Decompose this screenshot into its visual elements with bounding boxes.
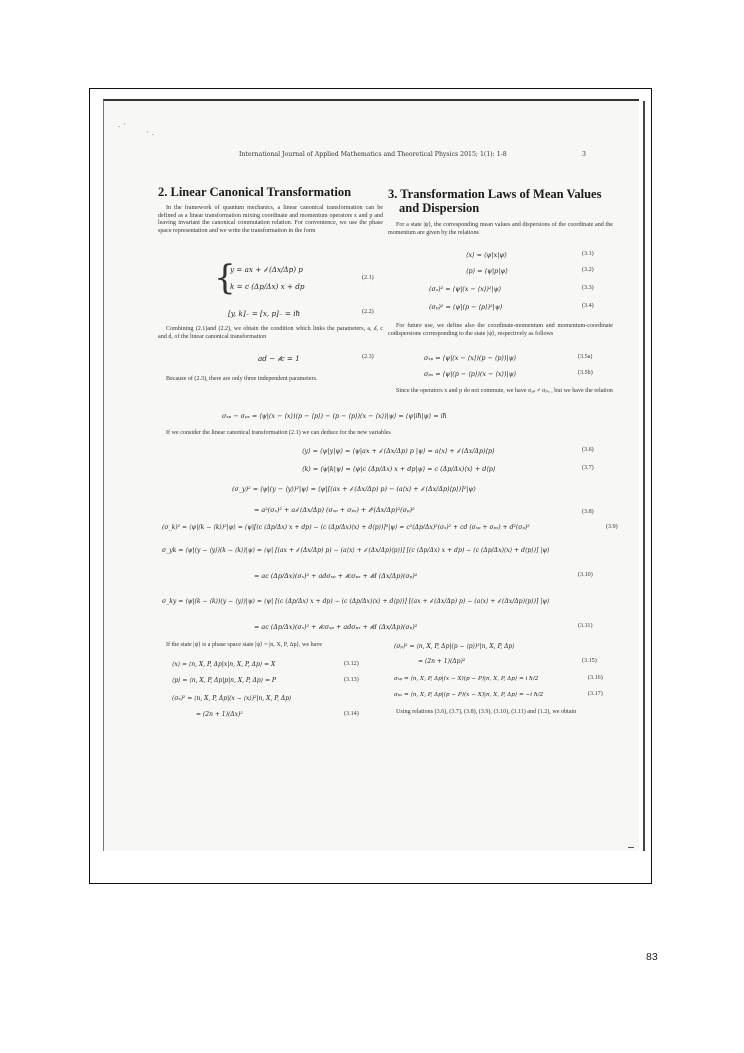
eq-3-4: (σₚ)² = ⟨ψ|(p − ⟨p⟩)²|ψ⟩ — [429, 303, 503, 311]
eq-2-1-number: (2.1) — [362, 275, 374, 281]
scan-corner-mark — [628, 847, 634, 848]
eq-2-1-line1: y = ax + 𝒷 (Δx/Δp) p — [230, 265, 303, 274]
header-page-number: 3 — [582, 151, 586, 158]
section-3-heading — [388, 187, 628, 215]
eq-2-2-number: (2.2) — [362, 309, 374, 315]
right-para-2: For future use, we define also the coordinate-momentum and momentum-coordinate codispersions corresponding to the state |ψ⟩, respectively as follows — [388, 323, 613, 337]
eq-3-15-line2: = (2n + 1)(Δp)² — [418, 658, 466, 665]
eq-3-9-number: (3.9) — [606, 524, 618, 530]
eq-3-1: ⟨x⟩ = ⟨ψ|x|ψ⟩ — [466, 251, 507, 259]
scan-speck: · ˊ — [118, 123, 126, 131]
eq-3-1-number: (3.1) — [582, 251, 594, 257]
right-para-1: For a state |ψ⟩, the corresponding mean values and dispersions of the coordinate and the momentum are given by the relations — [388, 222, 613, 236]
bottom-left-para: If the state |ψ⟩ is a phase space state |ψ⟩ = |n, X, P, Δp⟩, we have — [166, 642, 323, 648]
eq-commutator: σₓₚ − σₚₓ = ⟨ψ|(x − ⟨x⟩)(p − ⟨p⟩) − (p − ⟨p⟩)(x − ⟨x⟩)|ψ⟩ = ⟨ψ|iħ|ψ⟩ = iħ — [222, 412, 447, 420]
eq-3-2: ⟨p⟩ = ⟨ψ|p|ψ⟩ — [466, 267, 508, 275]
eq-3-11-line2: = ac (Δp/Δx)(σₓ)² + 𝒷cσₓₚ + adσₚₓ + 𝒷d (Δx/Δp)(σₚ)² — [254, 623, 418, 631]
eq-3-7: ⟨k⟩ = ⟨ψ|k|ψ⟩ = ⟨ψ|c (Δp/Δx) x + dp|ψ⟩ = c (Δp/Δx)⟨x⟩ + d⟨p⟩ — [302, 465, 496, 473]
bottom-right-para: Using relations (3.6), (3.7), (3.8), (3.9), (3.10), (3.11) and (1.2), we obtain — [396, 709, 577, 715]
eq-3-13: ⟨p⟩ = ⟨n, X, P, Δp|p|n, X, P, Δp⟩ = P — [172, 677, 276, 684]
eq-3-8-number: (3.8) — [582, 509, 594, 515]
eq-3-11-line1: σ_ky = ⟨ψ|(k − ⟨k⟩)(y − ⟨y⟩)|ψ⟩ = ⟨ψ| [(c (Δp/Δx) x + dp) − (c (Δp/Δx)⟨x⟩ + d⟨p⟩)] [(ax + 𝒷 (Δx/Δp) p) − (a⟨x⟩ + 𝒷 (Δx/Δp)⟨p⟩)] |ψ⟩ — [162, 598, 550, 605]
section-3-heading-line2: and Dispersion — [399, 201, 480, 215]
eq-3-9: (σ_k)² = ⟨ψ|(k − ⟨k⟩)²|ψ⟩ = ⟨ψ|[(c (Δp/Δx) x + dp) − (c (Δp/Δx)⟨x⟩ + d⟨p⟩)]²|ψ⟩ = c²(Δp/Δx)²(σₓ)² + cd (σₓₚ + σₚₓ) + d²(σₚ)² — [162, 524, 530, 531]
section-3-heading-line1: 3. Transformation Laws of Mean Values — [388, 187, 602, 201]
eq-3-5a-number: (3.5a) — [578, 354, 593, 360]
eq-3-7-number: (3.7) — [582, 465, 594, 471]
left-para-3: Because of (2.3), there are only three independent parameters. — [166, 376, 318, 382]
eq-2-1-line2: k = c (Δp/Δx) x + dp — [230, 282, 305, 291]
eq-3-6-number: (3.6) — [582, 447, 594, 453]
eq-3-5b: σₚₓ = ⟨ψ|(p − ⟨p⟩)(x − ⟨x⟩)|ψ⟩ — [424, 370, 517, 378]
eq-3-8-line2: = a²(σₓ)² + a𝒷 (Δx/Δp) (σₓₚ + σₚₓ) + 𝒷²(Δx/Δp)²(σₚ)² — [254, 506, 415, 514]
system-brace: { — [214, 258, 236, 298]
eq-3-16: σₓₚ = ⟨n, X, P, Δp|(x − X)(p − P)|n, X, P, Δp⟩ = i ħ/2 — [394, 676, 539, 682]
eq-3-10-line2: = ac (Δp/Δx)(σₓ)² + adσₓₚ + 𝒷cσₚₓ + 𝒷d (Δx/Δp)(σₚ)² — [254, 572, 418, 580]
page-number: 83 — [646, 951, 658, 963]
eq-2-3: ad − 𝒷c = 1 — [258, 354, 300, 363]
eq-3-5b-number: (3.5b) — [578, 370, 593, 376]
eq-3-14-line2: = (2n + 1)(Δx)² — [196, 711, 243, 718]
eq-3-8-line1: (σ_y)² = ⟨ψ|(y − ⟨y⟩)²|ψ⟩ = ⟨ψ|[(ax + 𝒷 (Δx/Δp) p) − (a⟨x⟩ + 𝒷 (Δx/Δp)⟨p⟩)]²|ψ⟩ — [232, 485, 476, 493]
eq-2-2: [y, k]₋ = [x, p]₋ = iħ — [228, 309, 301, 318]
scan-speck: ˋ · — [146, 131, 154, 139]
section-2-heading: 2. Linear Canonical Transformation — [158, 185, 352, 199]
eq-3-5a: σₓₚ = ⟨ψ|(x − ⟨x⟩)(p − ⟨p⟩)|ψ⟩ — [424, 354, 517, 362]
eq-3-10-number: (3.10) — [578, 572, 593, 578]
left-para-1: In the framework of quantum mechanics, a linear canonical transformation can be defined as a linear transformation mixing coordinate and momentum operators x and p and leaving invariant the canonical commutation relation. For convenience, we use the phase space representation and we write the transformation in the form — [158, 205, 383, 234]
right-para-3: Since the operators x and p do not commute, we have σₓₚ ≠ σₚₓ , but we have the relation — [396, 388, 613, 394]
eq-2-3-number: (2.3) — [362, 354, 374, 360]
eq-3-12-number: (3.12) — [344, 661, 359, 667]
eq-3-2-number: (3.2) — [582, 267, 594, 273]
page-frame — [89, 88, 652, 884]
eq-3-3-number: (3.3) — [582, 285, 594, 291]
eq-3-17-number: (3.17) — [588, 691, 603, 697]
eq-3-14-number: (3.14) — [344, 711, 359, 717]
eq-3-17: σₚₓ = ⟨n, X, P, Δp|(p − P)(x − X)|n, X, P, Δp⟩ = −i ħ/2 — [394, 692, 544, 698]
eq-3-10-line1: σ_yk = ⟨ψ|(y − ⟨y⟩)(k − ⟨k⟩)|ψ⟩ = ⟨ψ| [(ax + 𝒷 (Δx/Δp) p) − (a⟨x⟩ + 𝒷 (Δx/Δp)⟨p⟩)] [(c (Δp/Δx) x + dp) − (c (Δp/Δx)⟨x⟩ + d⟨p⟩)] |ψ⟩ — [162, 547, 550, 554]
eq-3-12: ⟨x⟩ = ⟨n, X, P, Δp|x|n, X, P, Δp⟩ = X — [172, 661, 276, 668]
eq-3-6: ⟨y⟩ = ⟨ψ|y|ψ⟩ = ⟨ψ|ax + 𝒷 (Δx/Δp) p |ψ⟩ = a⟨x⟩ + 𝒷 (Δx/Δp)⟨p⟩ — [302, 447, 495, 455]
eq-3-15-line1: (σₚ)² = ⟨n, X, P, Δp|(p − ⟨p⟩)²|n, X, P, Δp⟩ — [394, 643, 515, 650]
journal-header: International Journal of Applied Mathematics and Theoretical Physics 2015; 1(1): 1-8 — [239, 151, 507, 158]
eq-3-16-number: (3.16) — [588, 675, 603, 681]
eq-3-15-number: (3.15) — [582, 658, 597, 664]
eq-3-14-line1: (σₓ)² = ⟨n, X, P, Δp|(x − ⟨x⟩)²|n, X, P, Δp⟩ — [172, 695, 292, 702]
scanned-page — [103, 99, 639, 851]
eq-3-4-number: (3.4) — [582, 303, 594, 309]
eq-3-11-number: (3.11) — [578, 623, 593, 629]
left-para-2: Combining (2.1)and (2.2), we obtain the condition which links the parameters, a, 𝒷, c and d, of the linear canonical transformation — [158, 326, 383, 340]
eq-3-3: (σₓ)² = ⟨ψ|(x − ⟨x⟩)²|ψ⟩ — [429, 285, 502, 293]
para-consider: If we consider the linear canonical transformation (2.1) we can deduce for the new variables — [166, 430, 391, 436]
eq-3-13-number: (3.13) — [344, 677, 359, 683]
